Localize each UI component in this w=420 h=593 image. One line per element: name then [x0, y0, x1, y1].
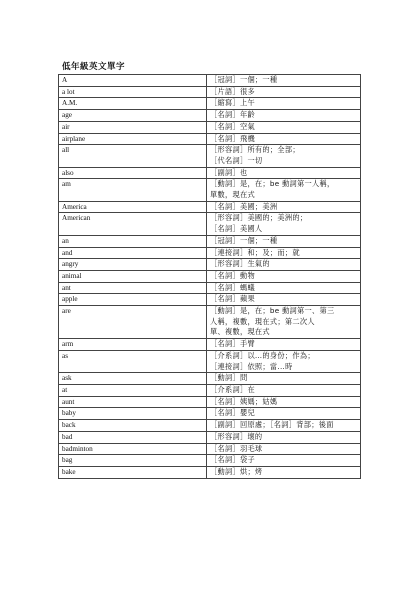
- definition-cell: [207, 110, 361, 122]
- word-cell: apple: [59, 294, 207, 306]
- definition-cell: [207, 121, 361, 133]
- table-row: [59, 121, 361, 133]
- table-row: [59, 259, 361, 271]
- definition-cell: [207, 247, 361, 259]
- definition-line: 單、複數，現在式: [210, 327, 270, 337]
- word-cell: as: [59, 350, 207, 372]
- vocabulary-table-body: [59, 75, 361, 479]
- definition-line: ［形容詞］所有的；全部；: [210, 145, 300, 155]
- definition-line: 單數，現在式: [210, 190, 255, 200]
- definition-cell: [207, 306, 361, 339]
- definition-cell: [207, 350, 361, 372]
- table-row: [59, 396, 361, 408]
- table-row: [59, 167, 361, 179]
- table-row: [59, 339, 361, 351]
- table-row: [59, 431, 361, 443]
- definition-line: ［名詞］蘋果: [210, 294, 255, 304]
- definition-cell: [207, 373, 361, 385]
- table-row: [59, 133, 361, 145]
- word-cell: air: [59, 121, 207, 133]
- definition-cell: [207, 133, 361, 145]
- table-row: [59, 294, 361, 306]
- definition-line: ［名詞］手臂: [210, 339, 255, 349]
- table-row: [59, 373, 361, 385]
- definition-cell: [207, 259, 361, 271]
- definition-line: ［名詞］姨媽；姑媽: [210, 396, 278, 406]
- definition-cell: [207, 396, 361, 408]
- definition-line: ［名詞］袋子: [210, 455, 255, 465]
- definition-cell: [207, 282, 361, 294]
- word-cell: an: [59, 235, 207, 247]
- word-cell: America: [59, 201, 207, 213]
- definition-line: ［名詞］羽毛球: [210, 443, 263, 453]
- table-row: [59, 270, 361, 282]
- definition-line: ［連接詞］依照；當...時: [210, 361, 293, 371]
- definition-cell: [207, 145, 361, 167]
- definition-line: ［名詞］飛機: [210, 133, 255, 143]
- definition-cell: [207, 75, 361, 87]
- table-row: [59, 235, 361, 247]
- definition-cell: [207, 466, 361, 478]
- definition-line: ［動詞］問: [210, 373, 248, 383]
- definition-line: ［冠詞］一個；一種: [210, 235, 278, 245]
- definition-cell: [207, 420, 361, 432]
- word-cell: ant: [59, 282, 207, 294]
- definition-line: ［介系詞］以…的身份；作為；: [210, 350, 315, 360]
- definition-cell: [207, 270, 361, 282]
- definition-line: ［縮寫］上午: [210, 98, 255, 108]
- definition-line: ［副詞］回原處；［名詞］背部；後面: [210, 420, 334, 430]
- word-cell: also: [59, 167, 207, 179]
- word-cell: A.M.: [59, 98, 207, 110]
- definition-cell: [207, 339, 361, 351]
- table-row: [59, 306, 361, 339]
- word-cell: am: [59, 179, 207, 201]
- definition-cell: [207, 167, 361, 179]
- definition-line: ［形容詞］壞的: [210, 431, 263, 441]
- definition-line: ［介系詞］在: [210, 384, 255, 394]
- definition-line: ［名詞］螞蟻: [210, 282, 255, 292]
- definition-line: ［名詞］美國人: [210, 224, 263, 234]
- definition-line: 人稱，複數，現在式；第二次人: [210, 316, 315, 326]
- word-cell: and: [59, 247, 207, 259]
- table-row: [59, 213, 361, 235]
- definition-cell: [207, 86, 361, 98]
- table-row: [59, 443, 361, 455]
- table-row: [59, 86, 361, 98]
- definition-line: ［名詞］嬰兒: [210, 408, 255, 418]
- word-cell: ask: [59, 373, 207, 385]
- definition-line: ［代名詞］一切: [210, 155, 263, 165]
- table-row: [59, 384, 361, 396]
- definition-cell: [207, 179, 361, 201]
- word-cell: angry: [59, 259, 207, 271]
- table-row: [59, 145, 361, 167]
- table-row: [59, 420, 361, 432]
- table-row: [59, 466, 361, 478]
- word-cell: back: [59, 420, 207, 432]
- word-cell: are: [59, 306, 207, 339]
- definition-line: ［連接詞］和；及；而；就: [210, 247, 300, 257]
- word-cell: a lot: [59, 86, 207, 98]
- word-cell: airplane: [59, 133, 207, 145]
- definition-cell: [207, 98, 361, 110]
- word-cell: bad: [59, 431, 207, 443]
- page-title: 低年級英文單字: [62, 62, 126, 72]
- definition-cell: [207, 384, 361, 396]
- word-cell: baby: [59, 408, 207, 420]
- word-cell: animal: [59, 270, 207, 282]
- definition-cell: [207, 431, 361, 443]
- definition-line: ［名詞］美國；美洲: [210, 201, 278, 211]
- word-cell: arm: [59, 339, 207, 351]
- table-row: [59, 110, 361, 122]
- word-cell: aunt: [59, 396, 207, 408]
- word-cell: all: [59, 145, 207, 167]
- word-cell: American: [59, 213, 207, 235]
- table-row: [59, 179, 361, 201]
- table-row: [59, 98, 361, 110]
- definition-line: ［動詞］烘；烤: [210, 466, 263, 476]
- definition-line: ［名詞］空氣: [210, 121, 255, 131]
- table-row: [59, 201, 361, 213]
- definition-cell: [207, 235, 361, 247]
- definition-line: ［形容詞］美國的；美洲的；: [210, 213, 308, 223]
- vocabulary-table: [58, 74, 361, 479]
- definition-cell: [207, 443, 361, 455]
- definition-line: ［動詞］是，在；be 動詞第一、第三: [210, 306, 335, 316]
- definition-cell: [207, 408, 361, 420]
- definition-line: ［動詞］是，在；be 動詞第一人稱，: [210, 179, 335, 189]
- word-cell: age: [59, 110, 207, 122]
- word-cell: bake: [59, 466, 207, 478]
- table-row: [59, 75, 361, 87]
- word-cell: at: [59, 384, 207, 396]
- definition-cell: [207, 294, 361, 306]
- definition-cell: [207, 455, 361, 467]
- word-cell: bag: [59, 455, 207, 467]
- table-row: [59, 408, 361, 420]
- definition-line: ［冠詞］一個；一種: [210, 75, 278, 84]
- definition-line: ［副詞］也: [210, 167, 248, 177]
- table-row: [59, 247, 361, 259]
- word-cell: badminton: [59, 443, 207, 455]
- definition-cell: [207, 213, 361, 235]
- table-row: [59, 455, 361, 467]
- definition-cell: [207, 201, 361, 213]
- table-row: [59, 350, 361, 372]
- definition-line: ［形容詞］生氣的: [210, 259, 270, 269]
- definition-line: ［名詞］動物: [210, 270, 255, 280]
- table-row: [59, 282, 361, 294]
- word-cell: A: [59, 75, 207, 87]
- definition-line: ［名詞］年齡: [210, 110, 255, 120]
- definition-line: ［片語］很多: [210, 86, 255, 96]
